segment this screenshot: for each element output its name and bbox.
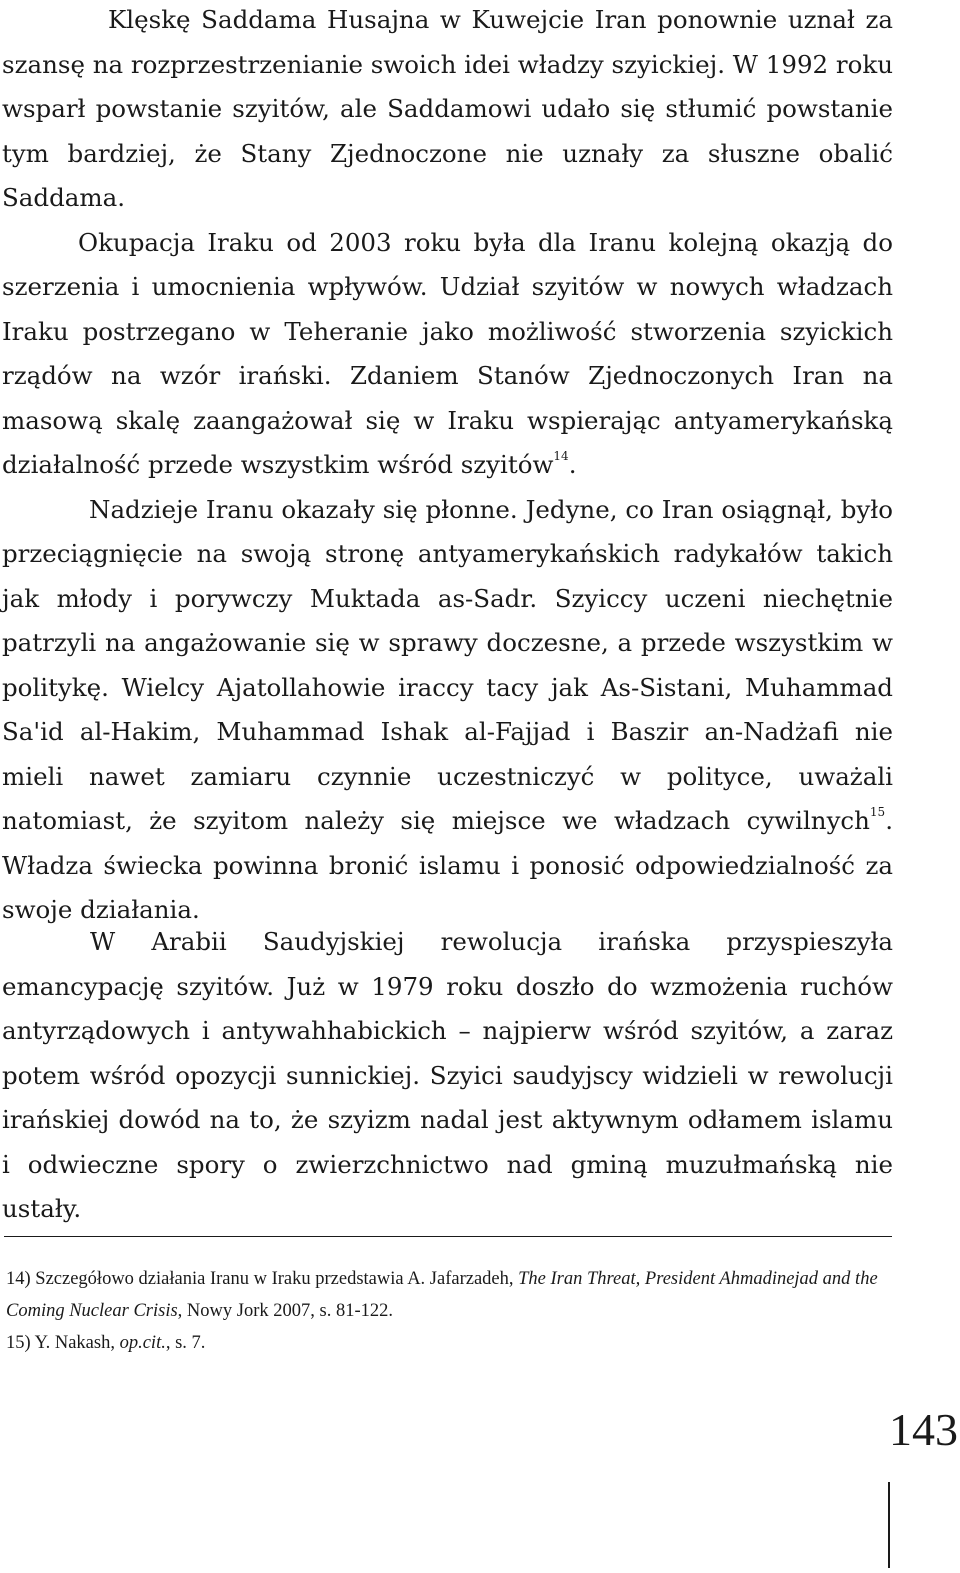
paragraph-2-text: Okupacja Iraku od 2003 roku była dla Iranu kolejną okazją do szerzenia i umocnienia wpływów. Udział szyitów w nowych władzach Iraku postrzegano w Teheranie jako możliwość stworzenia szyickich rządów na wzór irański. Zdaniem Stanów Zjednoczonych Iran na masową skalę zaangażował się w Iraku wspierając antyamerykańską działalność przede wszystkim wśród szyitów bbox=[2, 227, 893, 479]
paragraph-1-text: Klęskę Saddama Husajna w Kuwejcie Iran ponownie uznał za szansę na rozprzestrzenianie swoich idei władzy szyickiej. W 1992 roku wsparł powstanie szyitów, ale Saddamowi udało się stłumić powstanie tym bardziej, że Stany Zjednoczone nie uznały za słuszne obalić Saddama. bbox=[2, 5, 893, 212]
footnote-text-end: , s. 7. bbox=[165, 1333, 206, 1353]
paragraph-3-end: . Władza świecka powinna bronić islamu i ponosić odpowiedzialność za swoje działania. bbox=[2, 806, 893, 924]
page-number-rule bbox=[888, 1482, 890, 1568]
footnote-title: The Iran Threat, President Ahmadinejad and the Coming Nuclear Crisis bbox=[6, 1269, 878, 1321]
paragraph-2 bbox=[2, 221, 893, 488]
footnote-ref-14: 14 bbox=[553, 448, 569, 463]
paragraph-4 bbox=[2, 920, 893, 1232]
footnote-number: 14) bbox=[6, 1269, 31, 1289]
page-number: 143 bbox=[889, 1404, 958, 1455]
footnote-number: 15) bbox=[6, 1333, 31, 1353]
footnote-ref-15: 15 bbox=[869, 804, 886, 819]
footnote-15 bbox=[6, 1327, 886, 1359]
footnote-divider bbox=[4, 1236, 892, 1237]
paragraph-3 bbox=[2, 488, 893, 933]
footnote-text: Szczegółowo działania Iranu w Iraku przedstawia A. Jafarzadeh, bbox=[35, 1269, 514, 1289]
paragraph-3-text: Nadzieje Iranu okazały się płonne. Jedyne, co Iran osiągnął, było przeciągnięcie na swoją stronę antyamerykańskich radykałów takich jak młody i porywczy Muktada as-Sadr. Szyiccy uczeni niechętnie patrzyli na angażowanie się w sprawy doczesne, a przede wszystkim w politykę. Wielcy Ajatollahowie iraccy tacy jak As-Sistani, Muhammad Sa'id al-Hakim, Muhammad Ishak al-Fajjad i Baszir an-Nadżafi nie mieli nawet zamiaru czynnie uczestniczyć w polityce, uważali natomiast, że szyitom należy się miejsce we władzach cywilnych bbox=[2, 494, 893, 835]
second-text-section bbox=[2, 920, 893, 1232]
footnote-14 bbox=[6, 1263, 886, 1327]
footnote-title: op.cit. bbox=[119, 1333, 166, 1353]
paragraph-2-end: . bbox=[568, 450, 577, 479]
main-text-section bbox=[2, 0, 893, 933]
footnote-text: Y. Nakash, bbox=[34, 1333, 115, 1353]
paragraph-4-text: W Arabii Saudyjskiej rewolucja irańska przyspieszyła emancypację szyitów. Już w 1979 roku doszło do wzmożenia ruchów antyrządowych i antywahhabickich – najpierw wśród szyitów, a zaraz potem wśród opozycji sunnickiej. Szyici saudyjscy widzieli w rewolucji irańskiej dowód na to, że szyizm nadal jest aktywnym odłamem islamu i odwieczne spory o zwierzchnictwo nad gminą muzułmańską nie ustały. bbox=[2, 927, 893, 1223]
footnotes bbox=[6, 1263, 886, 1359]
footnote-text-end: , Nowy Jork 2007, s. 81-122. bbox=[177, 1301, 393, 1321]
paragraph-1 bbox=[2, 0, 893, 221]
